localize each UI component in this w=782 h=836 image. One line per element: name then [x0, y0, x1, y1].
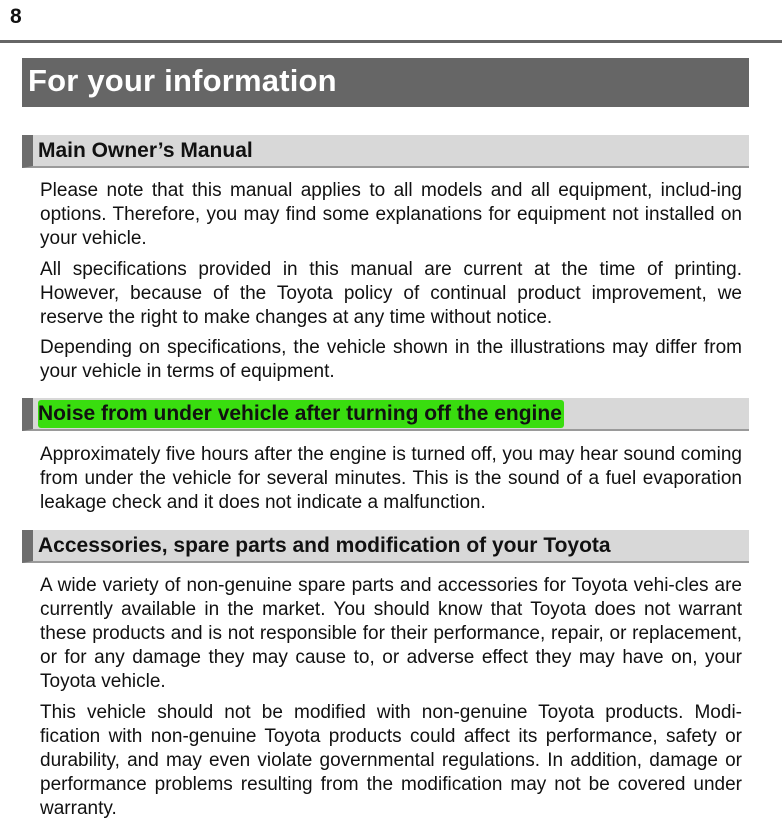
paragraph: Depending on specifications, the vehicle shown in the illustrations may differ from your vehicle in terms of equipment. — [40, 337, 742, 382]
paragraph: Please note that this manual applies to all models and all equipment, includ-ing options. Therefore, you may find some explanations for equipment not installed on your vehicle. — [40, 180, 742, 249]
section-heading-accessories-spare-parts — [22, 530, 749, 563]
paragraph: A wide variety of non-genuine spare parts and accessories for Toyota vehi-cles are currently available in the market. You should know that Toyota does not warrant these products and is not responsible for their performance, repair, or replacement, or for any damage they may cause to, or adverse effect they may have on, your Toyota vehicle. — [40, 575, 742, 692]
section-heading-noise-from-under-vehicle — [22, 398, 749, 431]
paragraph: Approximately five hours after the engine is turned off, you may hear sound coming from under the vehicle for several minutes. This is the sound of a fuel evaporation leakage check and it does not indicate a malfunction. — [40, 444, 742, 513]
header-rule — [0, 40, 782, 43]
section-heading-main-owners-manual — [22, 135, 749, 168]
paragraph: This vehicle should not be modified with non-genuine Toyota products. Modi-fication with non-genuine Toyota products could affect its performance, safety or durability, and may even violate governmental regulations. In addition, damage or performance problems resulting from the modification may not be covered under warranty. — [40, 702, 742, 819]
chapter-title: For your information — [22, 58, 749, 107]
section-heading-text: Accessories, spare parts and modification of your Toyota — [38, 534, 611, 557]
section-heading-text: Main Owner’s Manual — [38, 139, 253, 162]
paragraph: All specifications provided in this manual are current at the time of printing. However, because of the Toyota policy of continual product improvement, we reserve the right to make changes at any time without notice. — [40, 259, 742, 328]
highlighted-section-heading-text: Noise from under vehicle after turning off the engine — [38, 400, 564, 428]
page-number: 8 — [10, 5, 22, 28]
